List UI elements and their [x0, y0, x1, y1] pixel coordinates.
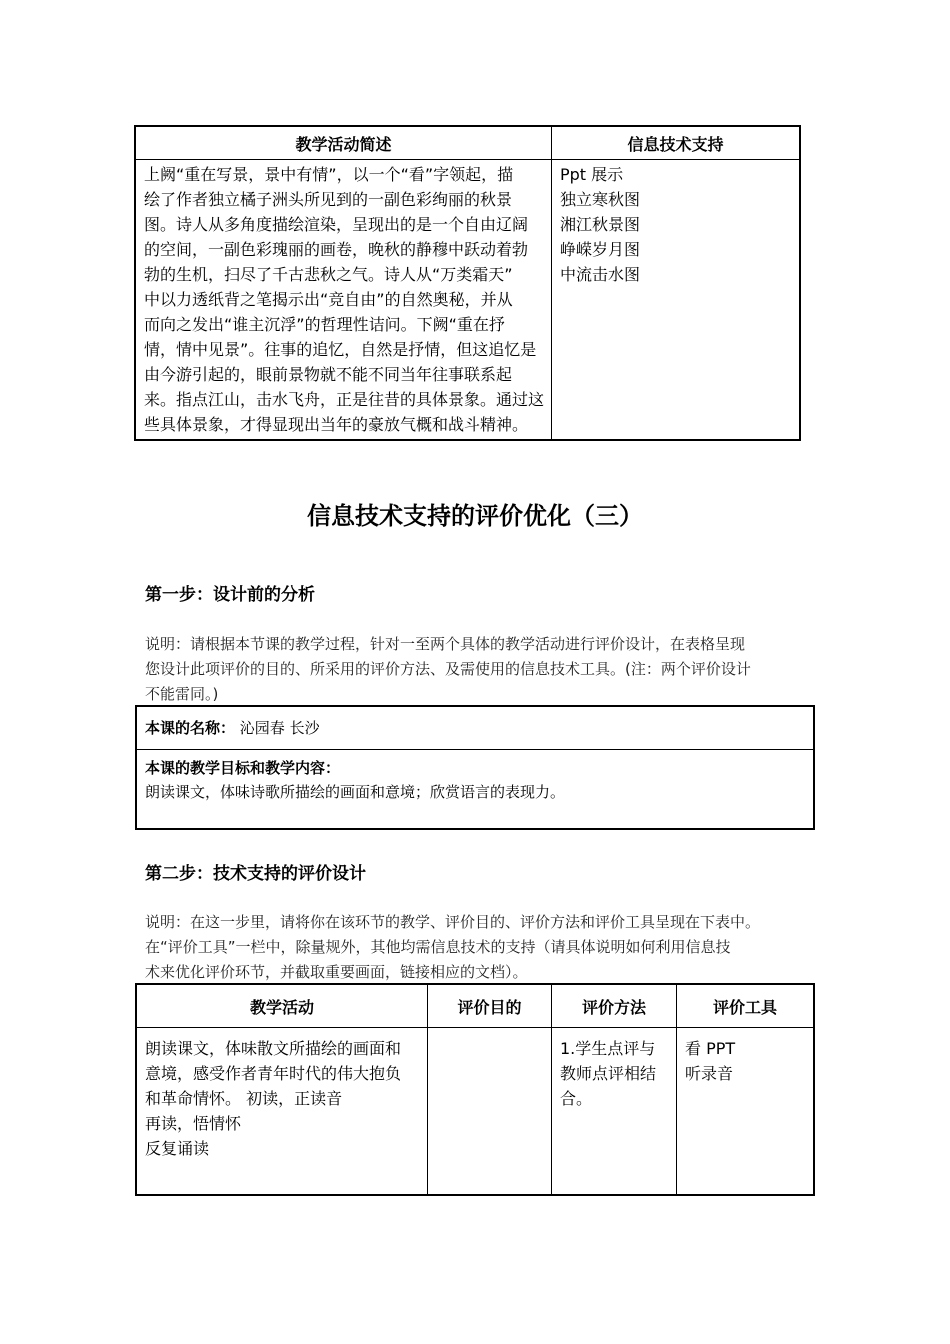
- lesson-goals-cell: [136, 750, 814, 830]
- table-header: 教学活动: [136, 984, 428, 1028]
- step2-heading: 第二步：技术支持的评价设计: [145, 864, 366, 884]
- note-line: 在“评价工具”一栏中，除量规外，其他均需信息技术的支持（请具体说明如何利用信息技: [145, 938, 731, 956]
- text-line: 教师点评相结: [560, 1064, 657, 1083]
- activity-support-table: [134, 125, 801, 441]
- text-line: 朗读课文，体味散文所描绘的画面和: [145, 1039, 402, 1058]
- text-line: 再读，悟情怀: [145, 1114, 242, 1133]
- text-line: 的空间，一副色彩瑰丽的画卷，晚秋的静穆中跃动着勃: [144, 240, 529, 259]
- text-line: 由今游引起的，眼前景物就不能不同当年往事联系起: [144, 365, 513, 384]
- lesson-name-cell: [136, 706, 814, 750]
- text-line: 看 PPT: [685, 1039, 736, 1058]
- activity-cell: [136, 1028, 428, 1196]
- step1-heading: 第一步：设计前的分析: [145, 585, 315, 605]
- table-header: 信息技术支持: [552, 126, 801, 160]
- support-item: 峥嵘岁月图: [560, 240, 641, 259]
- note-line: 您设计此项评价的目的、所采用的评价方法、及需使用的信息技术工具。(注：两个评价设计: [145, 660, 751, 678]
- support-item: 湘江秋景图: [560, 215, 641, 234]
- step2-note: [145, 910, 815, 985]
- text-line: 些具体景象，才得显现出当年的豪放气概和战斗精神。: [144, 415, 529, 434]
- text-line: 1.学生点评与: [560, 1039, 656, 1058]
- lesson-goals-value: 朗读课文，体味诗歌所描绘的画面和意境；欣赏语言的表现力。: [145, 783, 566, 801]
- text-line: 上阙“重在写景，景中有情”，以一个“看”字领起，描: [144, 165, 514, 184]
- text-line: 听录音: [685, 1064, 734, 1083]
- text-line: 情，情中见景”。往事的追忆，自然是抒情，但这追忆是: [144, 340, 537, 359]
- tech-support-cell: [552, 160, 801, 441]
- text-line: 绘了作者独立橘子洲头所见到的一副色彩绚丽的秋景: [144, 190, 513, 209]
- note-line: 术来优化评价环节，并截取重要画面，链接相应的文档）。: [145, 963, 528, 981]
- table-header: 评价目的: [428, 984, 552, 1028]
- section-title: 信息技术支持的评价优化（三）: [307, 502, 643, 530]
- text-line: 勃的生机，扫尽了千古悲秋之气。诗人从“万类霜天”: [144, 265, 513, 284]
- table-header: 评价方法: [552, 984, 677, 1028]
- text-line: 来。指点江山，击水飞舟，正是往昔的具体景象。通过这: [144, 390, 545, 409]
- text-line: 而向之发出“谁主沉浮”的哲理性诘问。下阙“重在抒: [144, 315, 505, 334]
- lesson-info-table: [135, 705, 815, 830]
- table-header: 教学活动简述: [135, 126, 552, 160]
- step1-note: [145, 632, 815, 707]
- tool-cell: [677, 1028, 815, 1196]
- lesson-goals-label: 本课的教学目标和教学内容：: [145, 759, 341, 777]
- text-line: 合。: [560, 1089, 593, 1108]
- support-item: Ppt 展示: [560, 165, 624, 184]
- note-line: 不能雷同。): [145, 685, 219, 703]
- evaluation-design-table: [135, 983, 815, 1196]
- note-line: 说明：请根据本节课的教学过程，针对一至两个具体的教学活动进行评价设计，在表格呈现: [145, 635, 746, 653]
- lesson-name-label: 本课的名称：: [145, 719, 236, 737]
- text-line: 意境，感受作者青年时代的伟大抱负: [145, 1064, 402, 1083]
- purpose-cell: [428, 1028, 552, 1196]
- support-item: 独立寒秋图: [560, 190, 641, 209]
- text-line: 和革命情怀。 初读，正读音: [145, 1089, 343, 1108]
- lesson-name-value: 沁园春 长沙: [239, 719, 320, 737]
- text-line: 反复诵读: [145, 1139, 210, 1158]
- note-line: 说明：在这一步里，请将你在该环节的教学、评价目的、评价方法和评价工具呈现在下表中。: [145, 913, 761, 931]
- method-cell: [552, 1028, 677, 1196]
- text-line: 中以力透纸背之笔揭示出“竞自由”的自然奥秘，并从: [144, 290, 513, 309]
- table-header: 评价工具: [677, 984, 815, 1028]
- activity-description-cell: [135, 160, 552, 441]
- support-item: 中流击水图: [560, 265, 641, 284]
- text-line: 图。诗人从多角度描绘渲染，呈现出的是一个自由辽阔: [144, 215, 529, 234]
